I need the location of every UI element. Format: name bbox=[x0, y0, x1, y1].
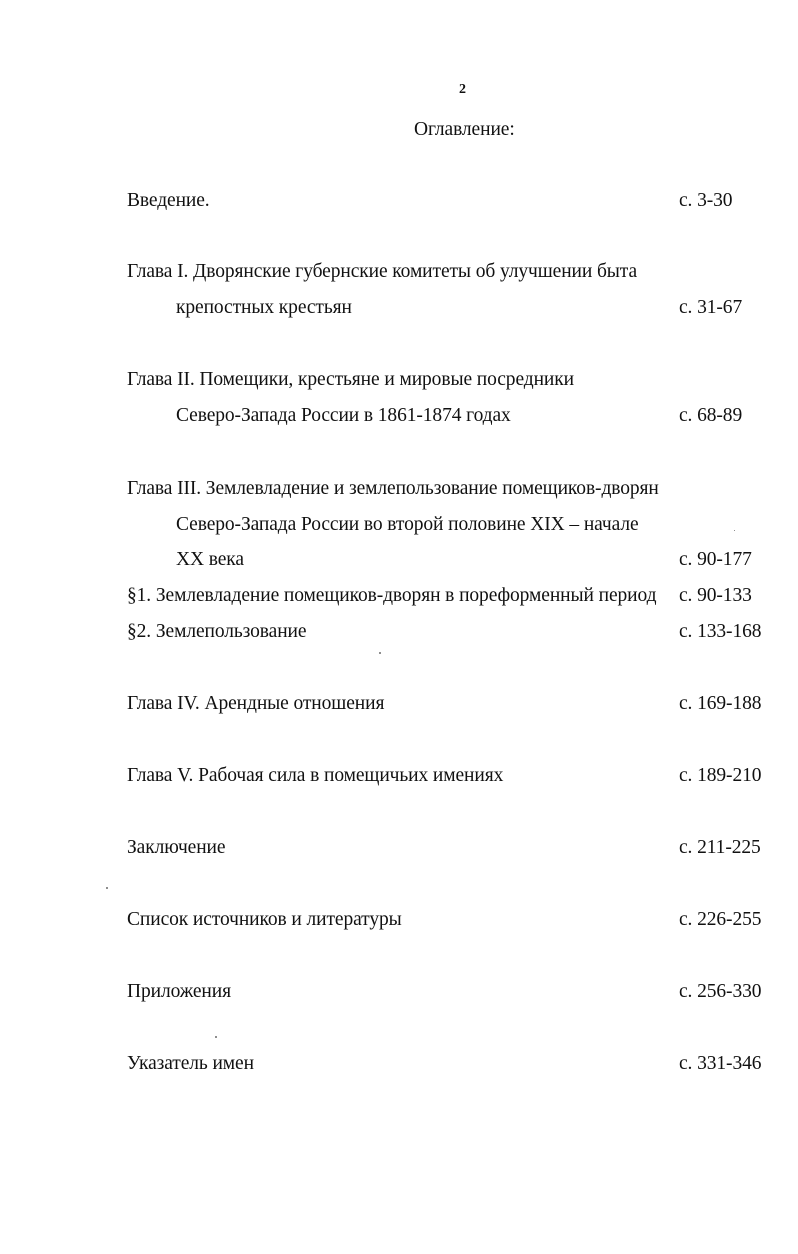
toc-entry-conclusion-title: Заключение bbox=[127, 837, 226, 858]
toc-entry-ch2-title-line1: Глава II. Помещики, крестьяне и мировые посредники bbox=[127, 369, 574, 390]
toc-entry-sec1-title: §1. Землевладение помещиков-дворян в пореформенный период bbox=[127, 585, 657, 606]
toc-entry-ch3-title-line2: Северо-Запада России во второй половине XIX – начале bbox=[176, 514, 639, 535]
toc-entry-sec1-pages: с. 90-133 bbox=[679, 585, 752, 606]
toc-entry-sources-title: Список источников и литературы bbox=[127, 909, 402, 930]
toc-entry-sources-pages: с. 226-255 bbox=[679, 909, 762, 930]
scan-speck bbox=[106, 887, 108, 889]
toc-entry-conclusion-pages: с. 211-225 bbox=[679, 837, 761, 858]
scan-speck bbox=[215, 1036, 217, 1038]
toc-entry-ch2-title-line2: Северо-Запада России в 1861-1874 годах bbox=[176, 405, 511, 426]
toc-entry-intro-title: Введение. bbox=[127, 190, 210, 211]
page-number: 2 bbox=[459, 82, 466, 97]
toc-entry-ch5-pages: с. 189-210 bbox=[679, 765, 762, 786]
toc-entry-ch4-title: Глава IV. Арендные отношения bbox=[127, 693, 385, 714]
toc-entry-ch3-title-line1: Глава III. Землевладение и землепользование помещиков-дворян bbox=[127, 478, 659, 499]
toc-entry-ch1-title-line1: Глава I. Дворянские губернские комитеты об улучшении быта bbox=[127, 261, 638, 282]
toc-entry-intro-pages: с. 3-30 bbox=[679, 190, 733, 211]
toc-entry-sec2-title: §2. Землепользование bbox=[127, 621, 307, 642]
toc-entry-ch3-pages: с. 90-177 bbox=[679, 549, 752, 570]
toc-heading: Оглавление: bbox=[414, 119, 515, 140]
toc-entry-sec2-pages: с. 133-168 bbox=[679, 621, 762, 642]
toc-entry-ch1-title-line2: крепостных крестьян bbox=[176, 297, 352, 318]
scan-speck bbox=[734, 530, 735, 531]
toc-entry-index-pages: с. 331-346 bbox=[679, 1053, 762, 1074]
toc-entry-appendices-title: Приложения bbox=[127, 981, 231, 1002]
toc-entry-ch5-title: Глава V. Рабочая сила в помещичьих имениях bbox=[127, 765, 504, 786]
toc-entry-ch3-title-line3: XX века bbox=[176, 549, 244, 570]
toc-entry-ch2-pages: с. 68-89 bbox=[679, 405, 743, 426]
toc-entry-appendices-pages: с. 256-330 bbox=[679, 981, 762, 1002]
toc-entry-ch1-pages: с. 31-67 bbox=[679, 297, 743, 318]
toc-entry-index-title: Указатель имен bbox=[127, 1053, 254, 1074]
scan-speck bbox=[379, 652, 381, 654]
toc-entry-ch4-pages: с. 169-188 bbox=[679, 693, 762, 714]
